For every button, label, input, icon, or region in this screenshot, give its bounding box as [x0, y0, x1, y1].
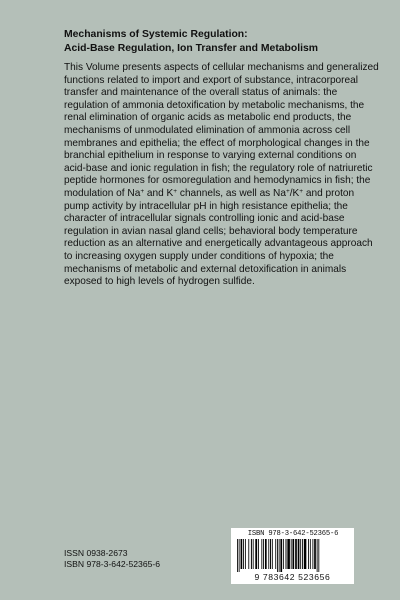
description-text [64, 62, 380, 289]
barcode-label [231, 528, 354, 584]
barcode-bar [265, 539, 267, 569]
title-line-2: Acid-Base Regulation, Ion Transfer and Metabolism [64, 43, 319, 54]
barcode-bar [263, 539, 264, 569]
barcode-bar [291, 539, 292, 569]
barcode-bar [258, 539, 259, 569]
superscript-plus: + [173, 187, 178, 195]
issn-number: ISSN 0938-2673 [64, 548, 128, 558]
superscript-plus: + [140, 187, 145, 195]
superscript-plus: + [285, 187, 290, 195]
barcode-bar [241, 539, 243, 569]
description-part-4: /K [289, 187, 300, 199]
barcode-bar [283, 539, 284, 569]
barcode-bar [302, 539, 303, 569]
barcode-bar [239, 539, 240, 572]
barcode-bar [255, 539, 257, 569]
barcode-bar [298, 539, 300, 569]
barcode-bar [237, 539, 238, 572]
issn-isbn-block [64, 548, 160, 570]
barcode-bar [310, 539, 311, 569]
book-title [64, 28, 384, 56]
barcode-bar [286, 539, 287, 569]
barcode-bar [270, 539, 271, 569]
barcode-bar [243, 539, 244, 569]
barcode-digits: 9 783642 523656 [254, 572, 331, 582]
description-paragraph [64, 62, 380, 289]
barcode-bar [314, 539, 316, 569]
barcode-bar [312, 539, 313, 569]
barcode-bar [245, 539, 246, 569]
barcode-bar [279, 539, 280, 572]
barcode-bar [318, 539, 319, 572]
barcode-icon [237, 539, 348, 572]
barcode-bar [253, 539, 254, 569]
barcode-bar [275, 539, 276, 569]
isbn-number: ISBN 978-3-642-52365-6 [64, 559, 161, 569]
description-part-1: This Volume presents aspects of cellular mechanisms and generalized functions related to import and export of substance, intracorporeal transfer and maintenance of the overall status of animals: the regulation of ammonia detoxification by metabolic mechanisms, the renal elimination of organic acids as metabolic end products, the mechanisms of unmodulated elimination of ammonia across cell membranes and epithelia; the effect of morphological changes in the branchial epithelium in response to varying external conditions on acid-base and ionic regulation in fish; the regulatory role of natriuretic peptide hormones for osmoregulation and hemodynamics in fish; the modulation of Na [64, 62, 379, 199]
barcode-bar [280, 539, 282, 572]
title-line-1: Mechanisms of Systemic Regulation: [64, 29, 248, 40]
barcode-bar [272, 539, 273, 569]
barcode-bar [308, 539, 309, 569]
barcode-isbn-text: ISBN 978-3-642-52365-6 [247, 530, 339, 538]
description-part-5: and proton pump activity by intracellular pH in high resistance epithelia; the character of intracellular signals controlling ionic and acid-base regulation in avian nasal gland cells; behavioral body temperature reduction as an alternative and energetically advantageous approach to increasing oxygen supply under conditions of hypoxia; the mechanisms of metabolic and external detoxification in animals exposed to high levels of hydrogen sulfide. [64, 187, 373, 288]
barcode-bar [268, 539, 269, 569]
superscript-plus: + [299, 187, 304, 195]
barcode-bar [261, 539, 262, 569]
description-part-3: channels, as well as Na [177, 187, 286, 199]
barcode-bar [248, 539, 249, 569]
barcode-bar [295, 539, 297, 569]
barcode-bar [287, 539, 290, 569]
barcode-bar [300, 539, 301, 569]
barcode-bar [277, 539, 278, 572]
barcode-bar [292, 539, 294, 569]
barcode-bar [304, 539, 307, 569]
barcode-bar [251, 539, 252, 569]
description-part-2: and K [144, 187, 174, 199]
barcode-bar [317, 539, 318, 572]
